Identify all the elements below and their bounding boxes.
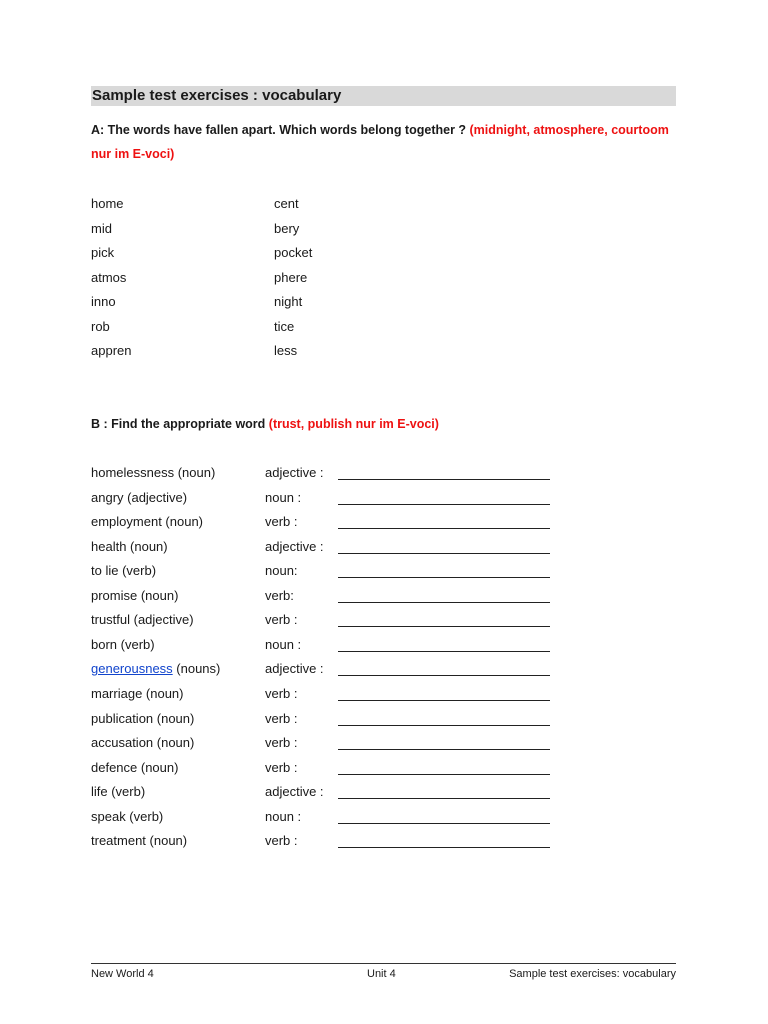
target-form-label: adjective : <box>265 538 324 554</box>
source-word: to lie (verb) <box>91 563 157 579</box>
target-form-label: adjective : <box>265 465 324 480</box>
section-a-note: (midnight, atmosphere, courtoom nur im E-voci) <box>91 123 669 161</box>
answer-blank[interactable] <box>338 602 550 603</box>
section-a-instruction-text: A: The words have fallen apart. Which words belong together ? <box>91 123 470 137</box>
word-part-right: phere <box>274 269 308 285</box>
target-form-label: verb : <box>265 514 298 530</box>
source-word: homelessness (noun) <box>91 465 216 480</box>
word-form-row <box>0 661 768 685</box>
word-part-left: pick <box>91 245 115 260</box>
footer-left: New World 4 <box>91 968 154 980</box>
word-pair-row <box>0 245 768 269</box>
answer-blank[interactable] <box>338 725 550 726</box>
source-word: promise (noun) <box>91 587 179 603</box>
target-form-label: verb: <box>265 587 294 603</box>
target-form-label: noun : <box>265 489 302 505</box>
section-b-note: (trust, publish nur im E-voci) <box>268 417 439 431</box>
target-form-label: verb : <box>265 685 298 701</box>
source-word-suffix: (nouns) <box>172 661 221 677</box>
word-form-row <box>0 563 768 587</box>
target-form-label: verb : <box>265 833 298 849</box>
target-form-label: verb : <box>265 735 298 751</box>
source-word: speak (verb) <box>91 808 164 824</box>
answer-blank[interactable] <box>338 553 550 554</box>
target-form-label: noun : <box>265 808 302 824</box>
word-part-right: tice <box>274 318 295 334</box>
word-form-row <box>0 465 768 489</box>
source-word: health (noun) <box>91 538 168 554</box>
word-part-right: pocket <box>274 245 313 260</box>
answer-blank[interactable] <box>338 626 550 627</box>
source-word-link[interactable]: generousness <box>91 661 173 677</box>
answer-blank[interactable] <box>338 675 550 676</box>
word-part-left: appren <box>91 343 132 358</box>
word-pair-row <box>0 221 768 245</box>
word-form-row <box>0 784 768 808</box>
word-form-row <box>0 833 768 857</box>
answer-blank[interactable] <box>338 700 550 701</box>
target-form-label: adjective : <box>265 784 324 800</box>
answer-blank[interactable] <box>338 847 550 848</box>
footer-center: Unit 4 <box>367 968 396 980</box>
source-word: angry (adjective) <box>91 489 188 505</box>
word-pair-row <box>0 294 768 318</box>
word-form-row <box>0 514 768 538</box>
word-pair-row <box>0 196 768 220</box>
word-pair-row <box>0 343 768 367</box>
target-form-label: noun : <box>265 636 302 652</box>
source-word: life (verb) <box>91 784 146 800</box>
target-form-label: adjective : <box>265 661 324 677</box>
word-pair-row <box>0 270 768 294</box>
word-form-row <box>0 490 768 514</box>
word-part-right: less <box>274 343 298 358</box>
word-form-row <box>0 711 768 735</box>
word-form-row <box>0 637 768 661</box>
target-form-label: verb : <box>265 612 298 628</box>
target-form-label: noun: <box>265 563 298 579</box>
answer-blank[interactable] <box>338 798 550 799</box>
target-form-label: verb : <box>265 710 298 726</box>
word-form-row <box>0 735 768 759</box>
source-word: trustful (adjective) <box>91 612 194 628</box>
answer-blank[interactable] <box>338 479 550 480</box>
answer-blank[interactable] <box>338 823 550 824</box>
source-word: marriage (noun) <box>91 685 184 701</box>
footer-right: Sample test exercises: vocabulary <box>509 968 676 980</box>
page-title: Sample test exercises : vocabulary <box>92 87 342 104</box>
word-part-left: rob <box>91 318 110 334</box>
answer-blank[interactable] <box>338 651 550 652</box>
word-part-right: cent <box>274 196 299 211</box>
answer-blank[interactable] <box>338 528 550 529</box>
word-part-right: night <box>274 294 303 309</box>
source-word: employment (noun) <box>91 514 203 530</box>
section-a-instruction <box>91 118 676 166</box>
word-form-row <box>0 539 768 563</box>
footer-divider <box>91 963 676 964</box>
answer-blank[interactable] <box>338 504 550 505</box>
word-part-left: atmos <box>91 269 127 285</box>
source-word: publication (noun) <box>91 710 195 726</box>
word-pair-row <box>0 319 768 343</box>
section-b-instruction-text: B : Find the appropriate word <box>91 417 269 431</box>
title-bar <box>91 86 676 106</box>
word-form-row <box>0 588 768 612</box>
answer-blank[interactable] <box>338 577 550 578</box>
word-form-row <box>0 612 768 636</box>
source-word <box>91 661 220 677</box>
answer-blank[interactable] <box>338 749 550 750</box>
word-form-row <box>0 809 768 833</box>
source-word: born (verb) <box>91 636 155 652</box>
word-part-right: bery <box>274 220 300 236</box>
word-part-left: inno <box>91 294 116 309</box>
source-word: accusation (noun) <box>91 735 195 751</box>
word-part-left: mid <box>91 220 112 236</box>
word-form-row <box>0 760 768 784</box>
source-word: defence (noun) <box>91 759 179 775</box>
target-form-label: verb : <box>265 759 298 775</box>
word-part-left: home <box>91 196 124 211</box>
source-word: treatment (noun) <box>91 833 188 849</box>
section-b-instruction <box>91 412 676 436</box>
word-form-row <box>0 686 768 710</box>
answer-blank[interactable] <box>338 774 550 775</box>
